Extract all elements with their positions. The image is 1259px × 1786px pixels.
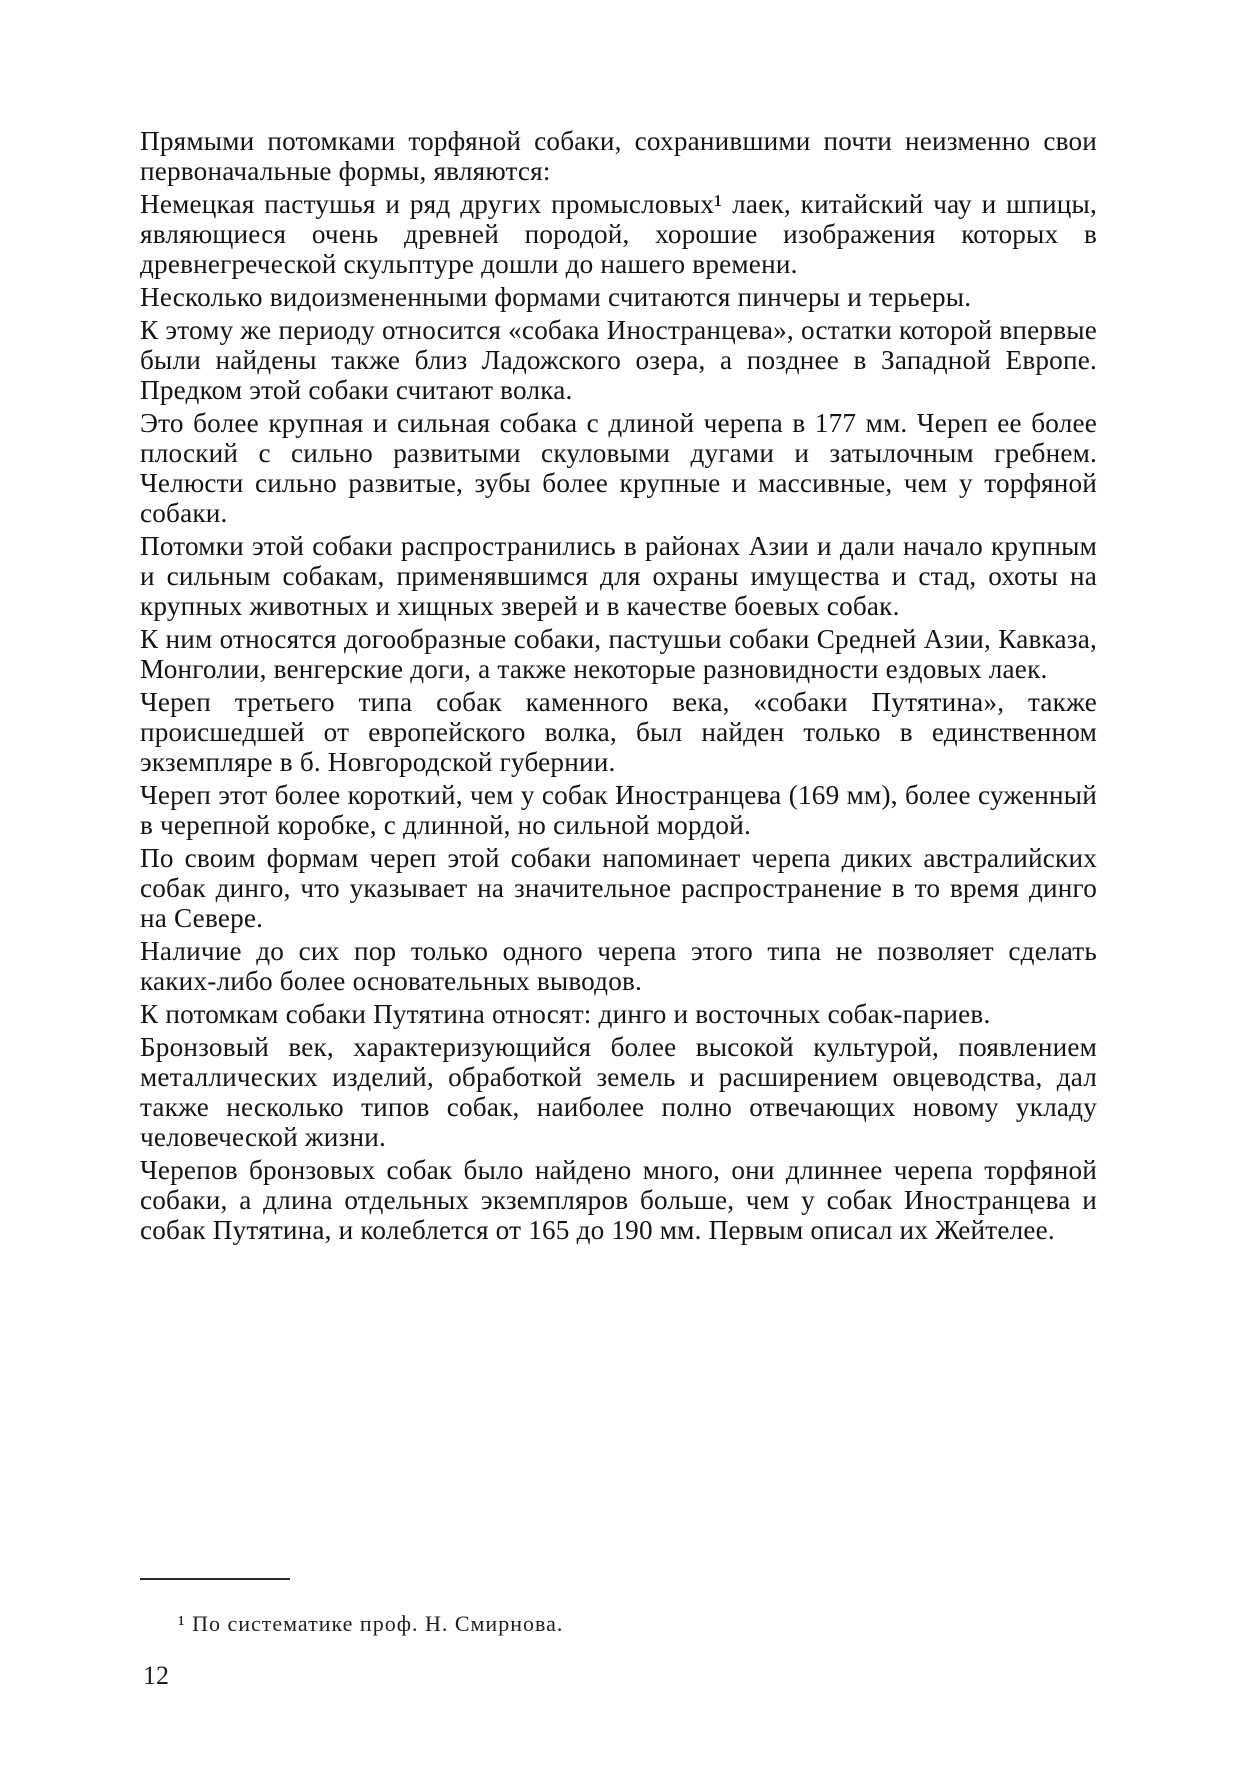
main-text — [140, 126, 1097, 1248]
paragraph-3: Несколько видоизмененными формами считаются пинчеры и терьеры. — [140, 282, 972, 312]
footnote: ¹ По систематике проф. Н. Смирнова. — [178, 1611, 564, 1636]
paragraph-2: Немецкая пастушья и ряд других промысловых¹ лаек, китайский чау и шпицы, являющиеся очень древней породой, хорошие изображения которых в древнегреческой скульптуре дошли до нашего времени. — [140, 189, 1097, 279]
paragraph-14: Черепов бронзовых собак было найдено много, они длиннее черепа торфяной собаки, а длина отдельных экземпляров больше, чем у собак Иностранцева и собак Путятина, и колеблется от 165 до 190 мм. Первым описал их Жейтелее. — [140, 1155, 1097, 1245]
paragraph-11: Наличие до сих пор только одного черепа этого типа не позволяет сделать каких-либо более основательных выводов. — [140, 936, 1097, 996]
paragraph-10: По своим формам череп этой собаки напоминает черепа диких австралийских собак динго, что указывает на значительное распространение в то время динго на Севере. — [140, 843, 1097, 933]
paragraph-1: Прямыми потомками торфяной собаки, сохранившими почти неизменно свои первоначальные формы, являются: — [140, 126, 1097, 186]
paragraph-12: К потомкам собаки Путятина относят: динго и восточных собак-париев. — [140, 999, 991, 1029]
paragraph-5: Это более крупная и сильная собака с длиной черепа в 177 мм. Череп ее более плоский с сильно развитыми скуловыми дугами и затылочным гребнем. Челюсти сильно развитые, зубы более крупные и массивные, чем у торфяной собаки. — [140, 408, 1097, 528]
footnote-divider — [140, 1578, 290, 1580]
page-number: 12 — [143, 1661, 169, 1690]
paragraph-9: Череп этот более короткий, чем у собак Иностранцева (169 мм), более суженный в черепной коробке, с длинной, но сильной мордой. — [140, 780, 1097, 840]
paragraph-13: Бронзовый век, характеризующийся более высокой культурой, появлением металлических изделий, обработкой земель и расширением овцеводства, дал также несколько типов собак, наиболее полно отвечающих новому укладу человеческой жизни. — [140, 1032, 1097, 1152]
paragraph-4: К этому же периоду относится «собака Иностранцева», остатки которой впервые были найдены также близ Ладожского озера, а позднее в Западной Европе. Предком этой собаки считают волка. — [140, 315, 1097, 405]
paragraph-8: Череп третьего типа собак каменного века, «собаки Путятина», также происшедшей от европейского волка, был найден только в единственном экземпляре в б. Новгородской губернии. — [140, 687, 1097, 777]
paragraph-7: К ним относятся догообразные собаки, пастушьи собаки Средней Азии, Кавказа, Монголии, венгерские доги, а также некоторые разновидности ездовых лаек. — [140, 624, 1097, 684]
paragraph-6: Потомки этой собаки распространились в районах Азии и дали начало крупным и сильным собакам, применявшимся для охраны имущества и стад, охоты на крупных животных и хищных зверей и в качестве боевых собак. — [140, 531, 1097, 621]
